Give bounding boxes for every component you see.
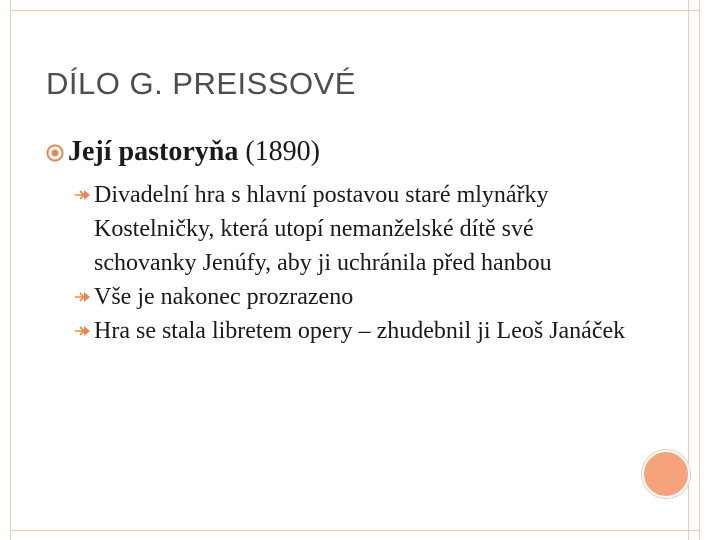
arrow-bullet-icon	[74, 323, 92, 339]
arrow-bullet-icon	[74, 289, 92, 305]
decorative-circle	[642, 450, 690, 498]
list-item-text: Divadelní hra s hlavní postavou staré mlynářky Kostelničky, která utopí nemanželské dítě své schovanky Jenúfy, aby ji uchránila před hanbou	[94, 182, 552, 276]
list-item-text: Hra se stala libretem opery – zhudebnil ji Leoš Janáček	[94, 318, 626, 344]
frame-top-line	[10, 10, 700, 11]
level1-bullet-item	[46, 136, 320, 168]
list-item	[74, 178, 634, 280]
list-item-text: Vše je nakonec prozrazeno	[94, 284, 354, 310]
frame-inner-right-line	[688, 0, 689, 540]
list-item	[74, 314, 634, 348]
list-item	[74, 280, 634, 314]
frame-bottom-line	[10, 530, 700, 531]
slide-title: DÍLO G. PREISSOVÉ	[46, 66, 356, 101]
work-year: (1890)	[238, 136, 320, 167]
target-bullet-icon	[46, 144, 64, 162]
work-title: Její pastoryňa	[68, 136, 239, 167]
level2-bullet-list	[74, 178, 634, 348]
arrow-bullet-icon	[74, 187, 92, 203]
